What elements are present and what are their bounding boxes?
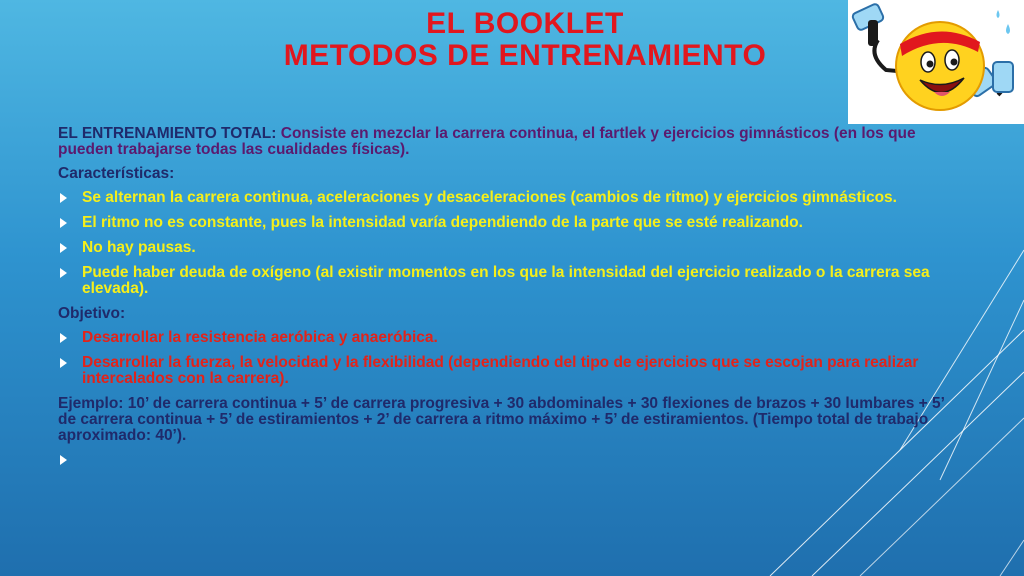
- bullet-arrow-icon: [60, 333, 67, 343]
- bullet-arrow-icon: [60, 218, 67, 228]
- caracteristica-item: [58, 265, 958, 297]
- caracteristica-item: [58, 190, 958, 206]
- title-line-1: EL BOOKLET: [426, 7, 624, 40]
- intro-paragraph: [58, 126, 958, 158]
- objetivo-item: [58, 355, 958, 387]
- smiley-mascot-icon: [848, 0, 1024, 124]
- caracteristica-text: No hay pausas.: [82, 239, 196, 256]
- objetivo-text: Desarrollar la fuerza, la velocidad y la flexibilidad (dependiendo del tipo de ejercicios que se escojan para realizar intercalados con la carrera).: [82, 354, 919, 387]
- caracteristica-item: [58, 215, 958, 231]
- caracteristica-text: El ritmo no es constante, pues la intensidad varía dependiendo de la parte que se esté realizando.: [82, 214, 803, 231]
- bullet-arrow-icon: [60, 268, 67, 278]
- bullet-arrow-icon: [60, 455, 67, 465]
- objetivo-heading: Objetivo:: [58, 305, 126, 322]
- slide-title: [210, 8, 840, 72]
- bullet-arrow-icon: [60, 358, 67, 368]
- caracteristica-item: [58, 240, 958, 256]
- ejemplo-paragraph: Ejemplo: 10’ de carrera continua + 5’ de carrera progresiva + 30 abdominales + 30 flexiones de brazos + 30 lumbares + 5’ de carrera continua + 5’ de estiramientos + 2’ de carrera a ritmo máximo + 5’ de estiramientos. (Tiempo total de trabajo aproximado: 40’).: [58, 395, 945, 444]
- bullet-arrow-icon: [60, 243, 67, 253]
- caracteristica-text: Se alternan la carrera continua, aceleraciones y desaceleraciones (cambios de ritmo) y ejercicios gimnásticos.: [82, 189, 897, 206]
- slide-body: [58, 126, 958, 453]
- title-line-2: METODOS DE ENTRENAMIENTO: [283, 39, 767, 72]
- bullet-arrow-icon: [60, 193, 67, 203]
- intro-label: EL ENTRENAMIENTO TOTAL:: [58, 125, 277, 142]
- intro-text: Consiste en mezclar la carrera continua, el fartlek y ejercicios gimnásticos (en los que pueden trabajarse todas las cualidades físicas).: [58, 125, 916, 158]
- caracteristicas-heading: Características:: [58, 165, 175, 182]
- objetivo-text: Desarrollar la resistencia aeróbica y anaeróbica.: [82, 329, 438, 346]
- caracteristica-text: Puede haber deuda de oxígeno (al existir momentos en los que la intensidad del ejercicio realizado o la carrera sea elevada).: [82, 264, 930, 297]
- objetivo-item: [58, 330, 958, 346]
